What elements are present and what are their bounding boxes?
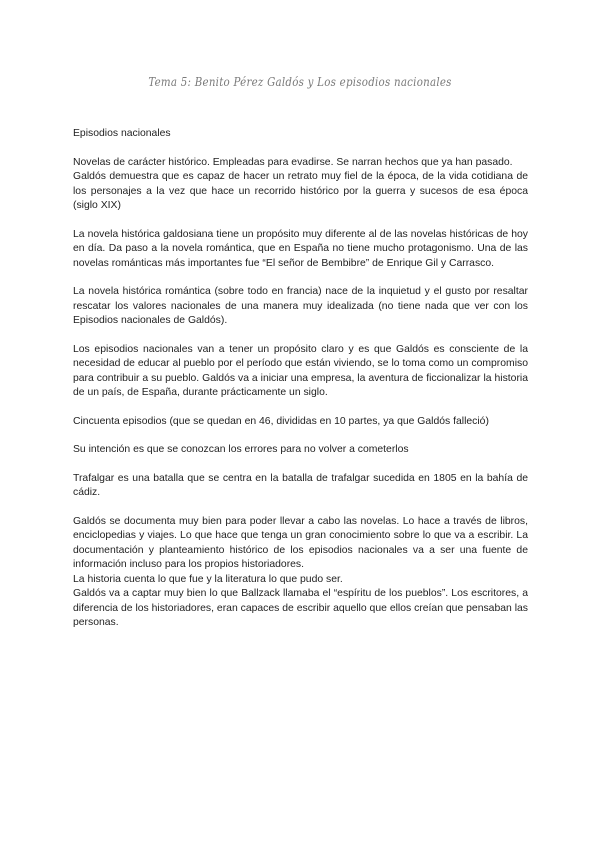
paragraph: La historia cuenta lo que fue y la literatura lo que pudo ser.	[73, 573, 343, 585]
paragraph: Los episodios nacionales van a tener un propósito claro y es que Galdós es consciente de la necesidad de educar al pueblo por el período que están viviendo, se lo toma como un compromiso para contribuir a su pueblo. Galdós va a iniciar una empresa, la aventura de ficcionalizar la historia de un país, de España, durante prácticamente un siglo.	[73, 343, 528, 398]
paragraph: Galdós se documenta muy bien para poder llevar a cabo las novelas. Lo hace a través de libros, enciclopedias y viajes. Lo que hace que tenga un gran conocimiento sobre lo que va a escribir. La documentación y planteamiento histórico de los episodios nacionales va a ser una fuente de información incluso para los propios historiadores.	[73, 515, 528, 570]
paragraph: Galdós va a captar muy bien lo que Ballzack llamaba el “espíritu de los pueblos”. Los escritores, a diferencia de los historiadores, eran capaces de escribir aquello que ellos creían que pensaban las personas.	[73, 588, 528, 628]
paragraph: Su intención es que se conozcan los errores para no volver a cometerlos	[73, 444, 409, 455]
paragraph: Galdós demuestra que es capaz de hacer un retrato muy fiel de la época, de la vida cotidiana de los personajes a la vez que hace un recorrido histórico por la guerra y sucesos de esa época (siglo XIX)	[73, 171, 528, 211]
paragraph: La novela histórica galdosiana tiene un propósito muy diferente al de las novelas históricas de hoy en día. Da paso a la novela romántica, que en España no tiene mucho protagonismo. Una de las novelas románticas más importantes fue “El señor de Bembibre” de Enrique Gil y Carrasco.	[73, 228, 528, 269]
section-heading: Episodios nacionales	[73, 128, 171, 139]
paragraph: Trafalgar es una batalla que se centra en la batalla de trafalgar sucedida en 1805 en la bahía de cádiz.	[73, 472, 528, 498]
paragraph: La novela histórica romántica (sobre todo en francia) nace de la inquietud y el gusto por resaltar rescatar los valores nacionales de una manera muy idealizada (no tiene nada que ver con los Episodios nacionales de Galdós).	[73, 286, 528, 326]
paragraph: Novelas de carácter histórico. Empleadas para evadirse. Se narran hechos que ya han pasado.	[73, 156, 513, 168]
document-title: Tema 5: Benito Pérez Galdós y Los episodios nacionales	[148, 74, 452, 89]
paragraph: Cincuenta episodios (que se quedan en 46, divididas en 10 partes, ya que Galdós falleció)	[73, 415, 489, 427]
document-body	[73, 127, 528, 645]
